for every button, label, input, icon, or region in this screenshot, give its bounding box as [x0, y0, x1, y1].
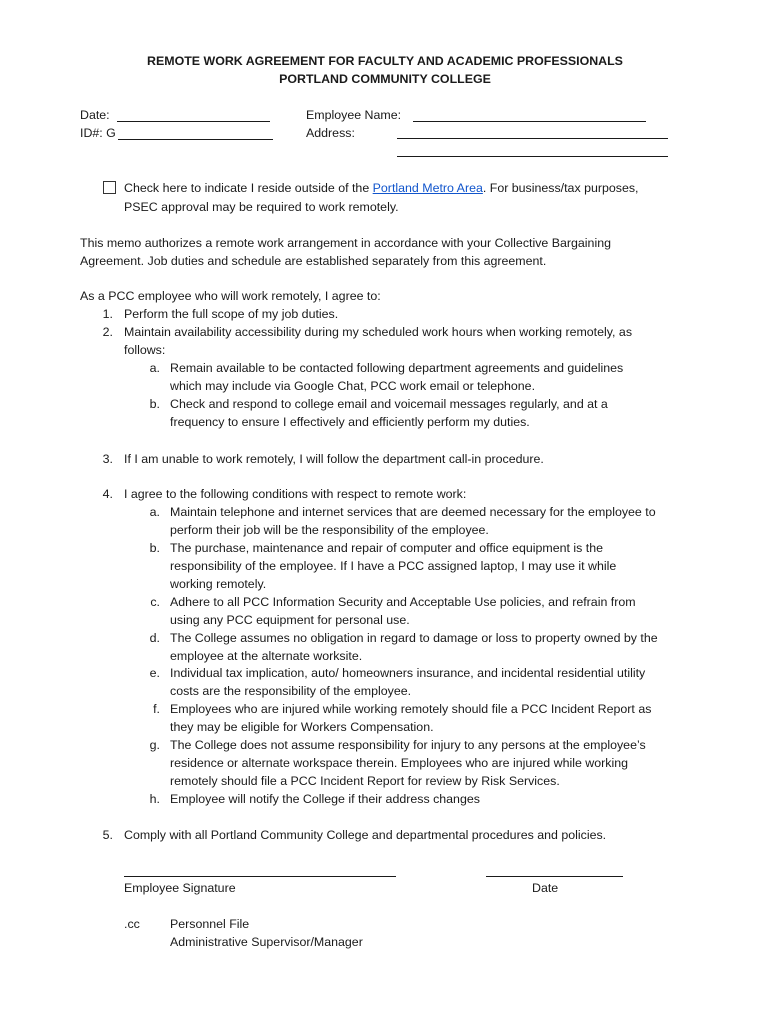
sublist-letter: a. — [149, 505, 160, 519]
sublist-letter: b. — [149, 541, 160, 555]
sublist-item: Maintain telephone and internet services that are deemed necessary for the employee to — [170, 505, 656, 519]
list-item: Perform the full scope of my job duties. — [124, 307, 339, 321]
signature-date-label: Date — [532, 881, 559, 895]
sublist-letter: f. — [153, 702, 160, 716]
document-title: REMOTE WORK AGREEMENT FOR FACULTY AND ACADEMIC PROFESSIONALS — [147, 54, 623, 68]
sublist-item: Employee will notify the College if their address changes — [170, 792, 480, 806]
signature-date-field[interactable] — [486, 876, 623, 877]
sublist-item-continued: which may include via Google Chat, PCC work email or telephone. — [170, 379, 536, 393]
sublist-item: Adhere to all PCC Information Security and Acceptable Use policies, and refrain from — [170, 595, 636, 609]
list-item: I agree to the following conditions with respect to remote work: — [124, 487, 467, 501]
address-field-line-1[interactable] — [397, 138, 668, 139]
list-item: Maintain availability accessibility during my scheduled work hours when working remotely, as — [124, 325, 633, 339]
sublist-item-continued: using any PCC equipment for personal use. — [170, 613, 410, 627]
outside-metro-checkbox[interactable] — [103, 181, 116, 194]
list-item-continued: follows: — [124, 343, 166, 357]
cc-label: .cc — [124, 917, 140, 931]
sublist-letter: h. — [149, 792, 160, 806]
sublist-item-continued: remotely should file a PCC Incident Report for review by Risk Services. — [170, 774, 560, 788]
list-number: 4. — [102, 487, 113, 501]
employee-signature-label: Employee Signature — [124, 881, 236, 895]
sublist-letter: a. — [149, 361, 160, 375]
sublist-item-continued: residence or alternate workspace therein. Employees who are injured while working — [170, 756, 628, 770]
sublist-letter: d. — [149, 631, 160, 645]
sublist-item-continued: employee at the alternate worksite. — [170, 649, 363, 663]
list-number: 3. — [102, 452, 113, 466]
employee-name-field[interactable] — [413, 121, 646, 122]
list-item: If I am unable to work remotely, I will follow the department call-in procedure. — [124, 452, 544, 466]
intro-line-1: This memo authorizes a remote work arrangement in accordance with your Collective Bargaining — [80, 236, 611, 250]
sublist-item-continued: working remotely. — [170, 577, 267, 591]
checkbox-text-line-1: Check here to indicate I reside outside of the Portland Metro Area. For business/tax purposes, — [124, 181, 639, 195]
sublist-item-continued: they may be eligible for Workers Compensation. — [170, 720, 434, 734]
employee-signature-field[interactable] — [124, 876, 396, 877]
sublist-item: Employees who are injured while working remotely should file a PCC Incident Report as — [170, 702, 652, 716]
id-label: ID#: G — [80, 126, 116, 140]
document-subtitle: PORTLAND COMMUNITY COLLEGE — [279, 72, 491, 86]
sublist-letter: c. — [150, 595, 160, 609]
sublist-item: Check and respond to college email and voicemail messages regularly, and at a — [170, 397, 608, 411]
checkbox-text-line-2: PSEC approval may be required to work remotely. — [124, 200, 399, 214]
sublist-item-continued: responsibility of the employee. If I have a PCC assigned laptop, I may use it while — [170, 559, 617, 573]
address-field-line-2[interactable] — [397, 156, 668, 157]
list-number: 1. — [102, 307, 113, 321]
sublist-item-continued: frequency to ensure I effectively and efficiently perform my duties. — [170, 415, 530, 429]
sublist-item: The purchase, maintenance and repair of computer and office equipment is the — [170, 541, 604, 555]
address-label: Address: — [306, 126, 355, 140]
sublist-item: Remain available to be contacted following department agreements and guidelines — [170, 361, 624, 375]
id-field[interactable] — [118, 139, 273, 140]
sublist-item-continued: perform their job will be the responsibility of the employee. — [170, 523, 489, 537]
sublist-letter: g. — [149, 738, 160, 752]
date-field[interactable] — [117, 121, 270, 122]
portland-metro-area-link[interactable]: Portland Metro Area — [372, 181, 483, 195]
sublist-item: Individual tax implication, auto/ homeowners insurance, and incidental residential utility — [170, 666, 646, 680]
cc-recipient: Personnel File — [170, 917, 250, 931]
sublist-letter: e. — [149, 666, 160, 680]
sublist-letter: b. — [149, 397, 160, 411]
cc-recipient: Administrative Supervisor/Manager — [170, 935, 363, 949]
employee-name-label: Employee Name: — [306, 108, 402, 122]
sublist-item: The College assumes no obligation in regard to damage or loss to property owned by the — [170, 631, 658, 645]
sublist-item: The College does not assume responsibility for injury to any persons at the employee’s — [170, 738, 646, 752]
list-number: 2. — [102, 325, 113, 339]
sublist-item-continued: costs are the responsibility of the employee. — [170, 684, 412, 698]
date-label: Date: — [80, 108, 110, 122]
agree-intro: As a PCC employee who will work remotely, I agree to: — [80, 289, 381, 303]
intro-line-2: Agreement. Job duties and schedule are established separately from this agreement. — [80, 254, 547, 268]
list-item: Comply with all Portland Community College and departmental procedures and policies. — [124, 828, 607, 842]
list-number: 5. — [102, 828, 113, 842]
